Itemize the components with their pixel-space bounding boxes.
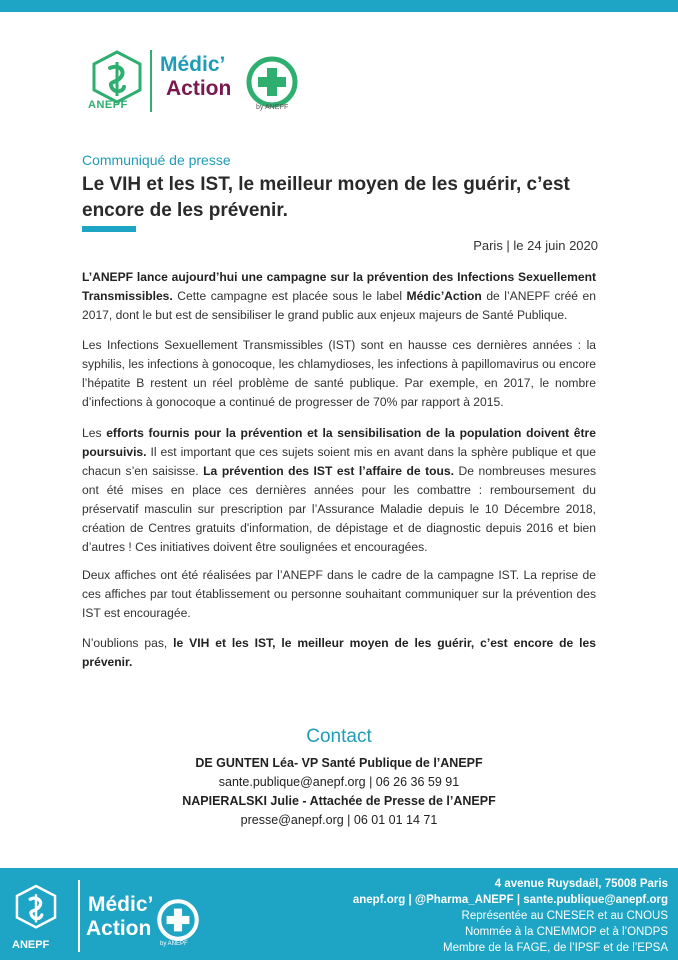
anepf-emblem-icon: [12, 882, 60, 938]
p5-text-1: N’oublions pas,: [82, 636, 174, 650]
logo-divider: [150, 50, 152, 112]
footer-by-anepf: by ANEPF: [160, 941, 188, 947]
title-line-2: encore de les prévenir.: [82, 200, 288, 221]
plus-cross-icon: [156, 898, 200, 942]
anepf-wordmark: ANEPF: [88, 99, 128, 111]
p1-text-2: de l’ANEPF créé en 2017, dont le but est de sensibiliser le grand public aux enjeux majeurs de Santé Publique.: [82, 289, 596, 322]
footer-info: [353, 876, 668, 956]
footer-logo-divider: [78, 880, 80, 952]
footer-web-links: anepf.org | @Pharma_ANEPF | sante.publique@anepf.org: [352, 894, 668, 906]
contact-person-1: DE GUNTEN Léa- VP Santé Publique de l’ANEPF: [195, 756, 483, 770]
title-line-1: Le VIH et les IST, le meilleur moyen de les guérir, c’est: [82, 174, 570, 195]
plus-cross-icon: [245, 55, 299, 109]
page-title: [82, 172, 612, 224]
contact-heading: Contact: [306, 726, 372, 747]
paragraph-1: [82, 268, 596, 325]
paragraph-4: Deux affiches ont été réalisées par l’ANEPF dans le cadre de la campagne IST. La reprise de ces affiches par tout établissement ou personne souhaitant communiquer sur la prévention des IST est encouragée.: [82, 568, 596, 620]
footer-action-wordmark: Action: [86, 917, 152, 940]
action-wordmark: Action: [166, 77, 232, 100]
footer-band: [0, 868, 678, 960]
press-release-kicker: Communiqué de presse: [82, 152, 231, 168]
contact-person-2-details: presse@anepf.org | 06 01 01 14 71: [240, 813, 438, 827]
footer-address: 4 avenue Ruysdaël, 75008 Paris: [494, 878, 668, 890]
p3-text-1: Les: [82, 426, 107, 440]
footer-nomination: Nommée à la CNEMMOP et à l’ONDPS: [464, 926, 668, 938]
p5-bold-1: le VIH et les IST, le meilleur moyen de les guérir, c’est encore de les prévenir.: [82, 636, 596, 669]
date-line: Paris | le 24 juin 2020: [473, 238, 598, 253]
paragraph-3: [82, 424, 596, 557]
p1-bold-label: Médic’Action: [406, 289, 482, 303]
paragraph-2: Les Infections Sexuellement Transmissibles (IST) sont en hausse ces dernières années : la syphilis, les infections à gonocoque, les chlamydioses, les infections à papillomavirus ou encore l’hépatite B restent un réel problème de santé publique. Par exemple, en 2017, le nombre d’infections à gonocoque a continué de progresser de 70% par rapport à 2015.: [82, 338, 596, 409]
top-accent-bar: [0, 0, 678, 12]
p3-bold-2: La prévention des IST est l’affaire de tous.: [203, 464, 455, 478]
contact-person-2: NAPIERALSKI Julie - Attachée de Presse de l’ANEPF: [182, 794, 496, 808]
p3-bold-1: efforts fournis pour la prévention et la sensibilisation de la population doivent être poursuivis.: [82, 426, 596, 459]
p1-text-1: Cette campagne est placée sous le label: [172, 289, 407, 303]
by-anepf-label: by ANEPF: [256, 104, 289, 111]
footer-medic-wordmark: Médic’: [88, 893, 154, 916]
medic-wordmark: Médic’: [160, 53, 226, 76]
contact-person-1-details: sante.publique@anepf.org | 06 26 36 59 91: [218, 775, 460, 789]
p1-bold-lead: L’ANEPF lance aujourd’hui une campagne sur la prévention des Infections Sexuellement Transmissibles.: [82, 270, 596, 303]
footer-membership: Membre de la FAGE, de l’IPSF et de l’EPSA: [443, 942, 668, 954]
footer-anepf-wordmark: ANEPF: [12, 939, 50, 951]
p3-text-2: Il est important que ces sujets soient mis en avant dans la sphère publique et que chacun s’en saisisse.: [82, 445, 596, 478]
p3-text-3: De nombreuses mesures ont été mises en place ces dernières années pour les combattre : remboursement du préservatif masculin sur prescription par l’Assurance Maladie depuis le 10 Décembre 2018, création de Centres gratuits d'information, de dépistage et de diagnostic depuis 2016 et bien d’autres ! Ces initiatives doivent être soulignées et encouragées.: [82, 464, 597, 554]
paragraph-5: [82, 634, 596, 672]
title-underline: [82, 226, 136, 232]
footer-representation: Représentée au CNESER et au CNOUS: [461, 910, 668, 922]
